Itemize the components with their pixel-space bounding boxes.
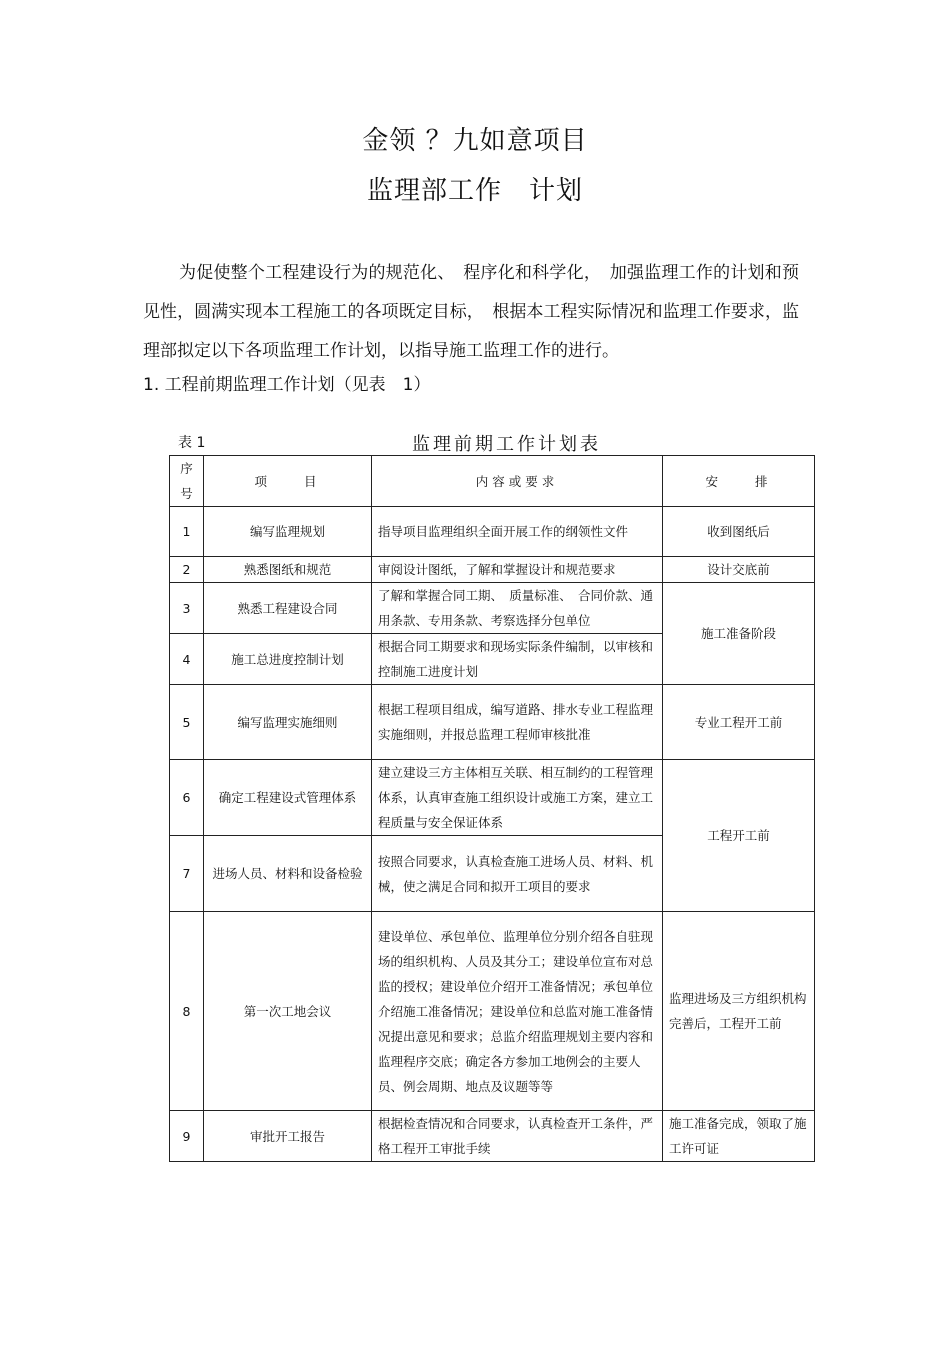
table-row (170, 557, 815, 583)
row-schedule: 专业工程开工前 (663, 685, 815, 760)
table-row (170, 583, 815, 634)
row-no: 3 (170, 583, 204, 634)
section-heading: 1. 工程前期监理工作计划（见表 1） (143, 375, 431, 395)
row-content: 按照合同要求，认真检查施工进场人员、材料、机械，使之满足合同和拟开工项目的要求 (372, 836, 663, 912)
row-content: 根据工程项目组成，编写道路、排水专业工程监理实施细则，并报总监理工程师审核批准 (372, 685, 663, 760)
row-item: 第一次工地会议 (204, 912, 372, 1111)
work-plan-table (169, 455, 815, 1162)
table-header-row (170, 456, 815, 507)
row-content: 根据检查情况和合同要求，认真检查开工条件，严格工程开工审批手续 (372, 1111, 663, 1162)
row-content: 建立建设三方主体相互关联、相互制约的工程管理体系，认真审查施工组织设计或施工方案，建立工程质量与安全保证体系 (372, 760, 663, 836)
row-item: 施工总进度控制计划 (204, 634, 372, 685)
row-content: 建设单位、承包单位、监理单位分别介绍各自驻现场的组织机构、人员及其分工；建设单位宣布对总监的授权；建设单位介绍开工准备情况；承包单位介绍施工准备情况；建设单位和总监对施工准备情况提出意见和要求；总监介绍监理规划主要内容和监理程序交底；确定各方参加工地例会的主要人员、例会周期、地点及议题等等 (372, 912, 663, 1111)
row-no: 4 (170, 634, 204, 685)
row-content: 指导项目监理组织全面开展工作的纲领性文件 (372, 507, 663, 557)
table-row (170, 760, 815, 836)
table-row (170, 685, 815, 760)
row-no: 5 (170, 685, 204, 760)
row-item: 审批开工报告 (204, 1111, 372, 1162)
document-title: 金领 ？九如意项目 (362, 126, 588, 156)
table-title: 监理前期工作计划表 (412, 434, 601, 455)
row-schedule: 设计交底前 (663, 557, 815, 583)
row-content: 根据合同工期要求和现场实际条件编制，以审核和控制施工进度计划 (372, 634, 663, 685)
row-item: 熟悉图纸和规范 (204, 557, 372, 583)
row-no: 2 (170, 557, 204, 583)
row-item: 熟悉工程建设合同 (204, 583, 372, 634)
row-content: 了解和掌握合同工期、 质量标准、 合同价款、通用条款、专用条款、考察选择分包单位 (372, 583, 663, 634)
table-row (170, 912, 815, 1111)
row-schedule: 工程开工前 (663, 760, 815, 912)
intro-paragraph (143, 254, 799, 371)
row-item: 确定工程建设式管理体系 (204, 760, 372, 836)
row-item: 编写监理规划 (204, 507, 372, 557)
row-no: 7 (170, 836, 204, 912)
row-no: 6 (170, 760, 204, 836)
row-item: 编写监理实施细则 (204, 685, 372, 760)
document-subtitle: 监理部工作 计划 (366, 176, 583, 206)
row-no: 1 (170, 507, 204, 557)
row-schedule: 施工准备完成，领取了施工许可证 (663, 1111, 815, 1162)
header-schedule: 安 排 (663, 456, 815, 507)
row-schedule: 监理进场及三方组织机构完善后，工程开工前 (663, 912, 815, 1111)
intro-text: 为促使整个工程建设行为的规范化、 程序化和科学化， 加强监理工作的计划和预见性，圆满实现本工程施工的各项既定目标， 根据本工程实际情况和监理工作要求，监理部拟定以下各项监理工作计划，以指导施工监理工作的进行。 (143, 263, 799, 361)
row-content: 审阅设计图纸，了解和掌握设计和规范要求 (372, 557, 663, 583)
row-item: 进场人员、材料和设备检验 (204, 836, 372, 912)
header-item: 项 目 (204, 456, 372, 507)
header-content: 内容或要求 (372, 456, 663, 507)
table-caption (169, 430, 814, 454)
header-no: 序号 (170, 456, 204, 507)
row-schedule: 施工准备阶段 (663, 583, 815, 685)
row-schedule: 收到图纸后 (663, 507, 815, 557)
row-no: 8 (170, 912, 204, 1111)
table-row (170, 1111, 815, 1162)
table-row (170, 507, 815, 557)
row-no: 9 (170, 1111, 204, 1162)
table-number: 表 1 (178, 435, 206, 451)
